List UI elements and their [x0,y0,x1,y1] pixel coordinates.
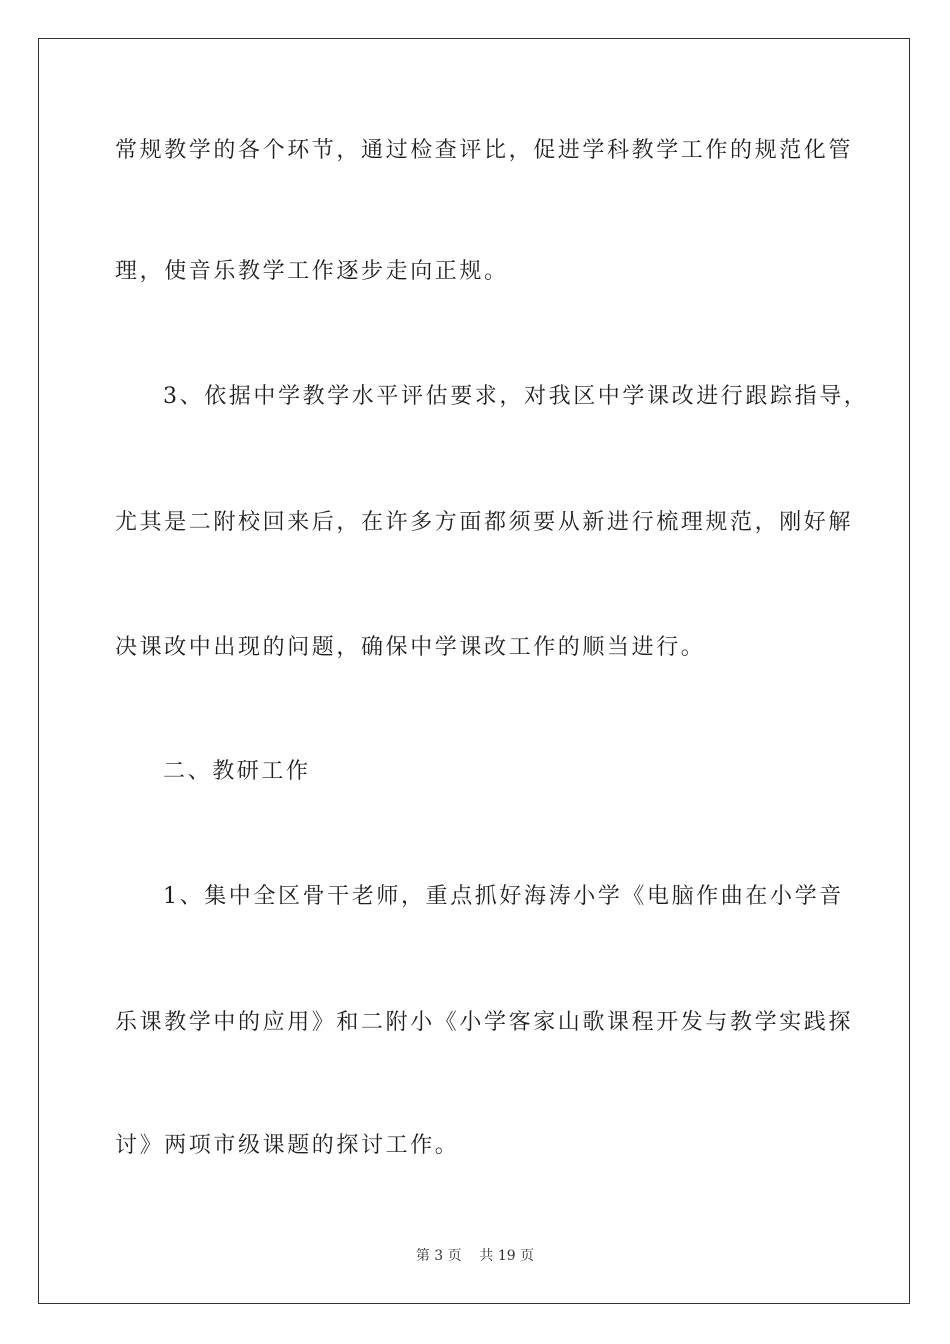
page-frame [38,38,910,1304]
section-heading: 二、教研工作 [163,759,311,784]
body-line-4: 尤其是二附校回来后，在许多方面都须要从新进行梳理规范，刚好解 [115,510,854,535]
body-line-5: 决课改中出现的问题，确保中学课改工作的顺当进行。 [115,635,706,660]
body-line-3: 3、依据中学教学水平评估要求，对我区中学课改进行跟踪指导， [163,384,869,409]
body-line-9: 讨》两项市级课题的探讨工作。 [115,1133,460,1158]
body-line-2: 理，使音乐教学工作逐步走向正规。 [115,259,509,284]
body-line-8: 乐课教学中的应用》和二附小《小学客家山歌课程开发与教学实践探 [115,1010,854,1035]
body-line-7: 1、集中全区骨干老师，重点抓好海涛小学《电脑作曲在小学音 [163,884,844,909]
body-line-1: 常规教学的各个环节，通过检查评比，促进学科教学工作的规范化管 [115,138,854,163]
page-number-footer: 第 3 页 共 19 页 [415,1248,535,1264]
